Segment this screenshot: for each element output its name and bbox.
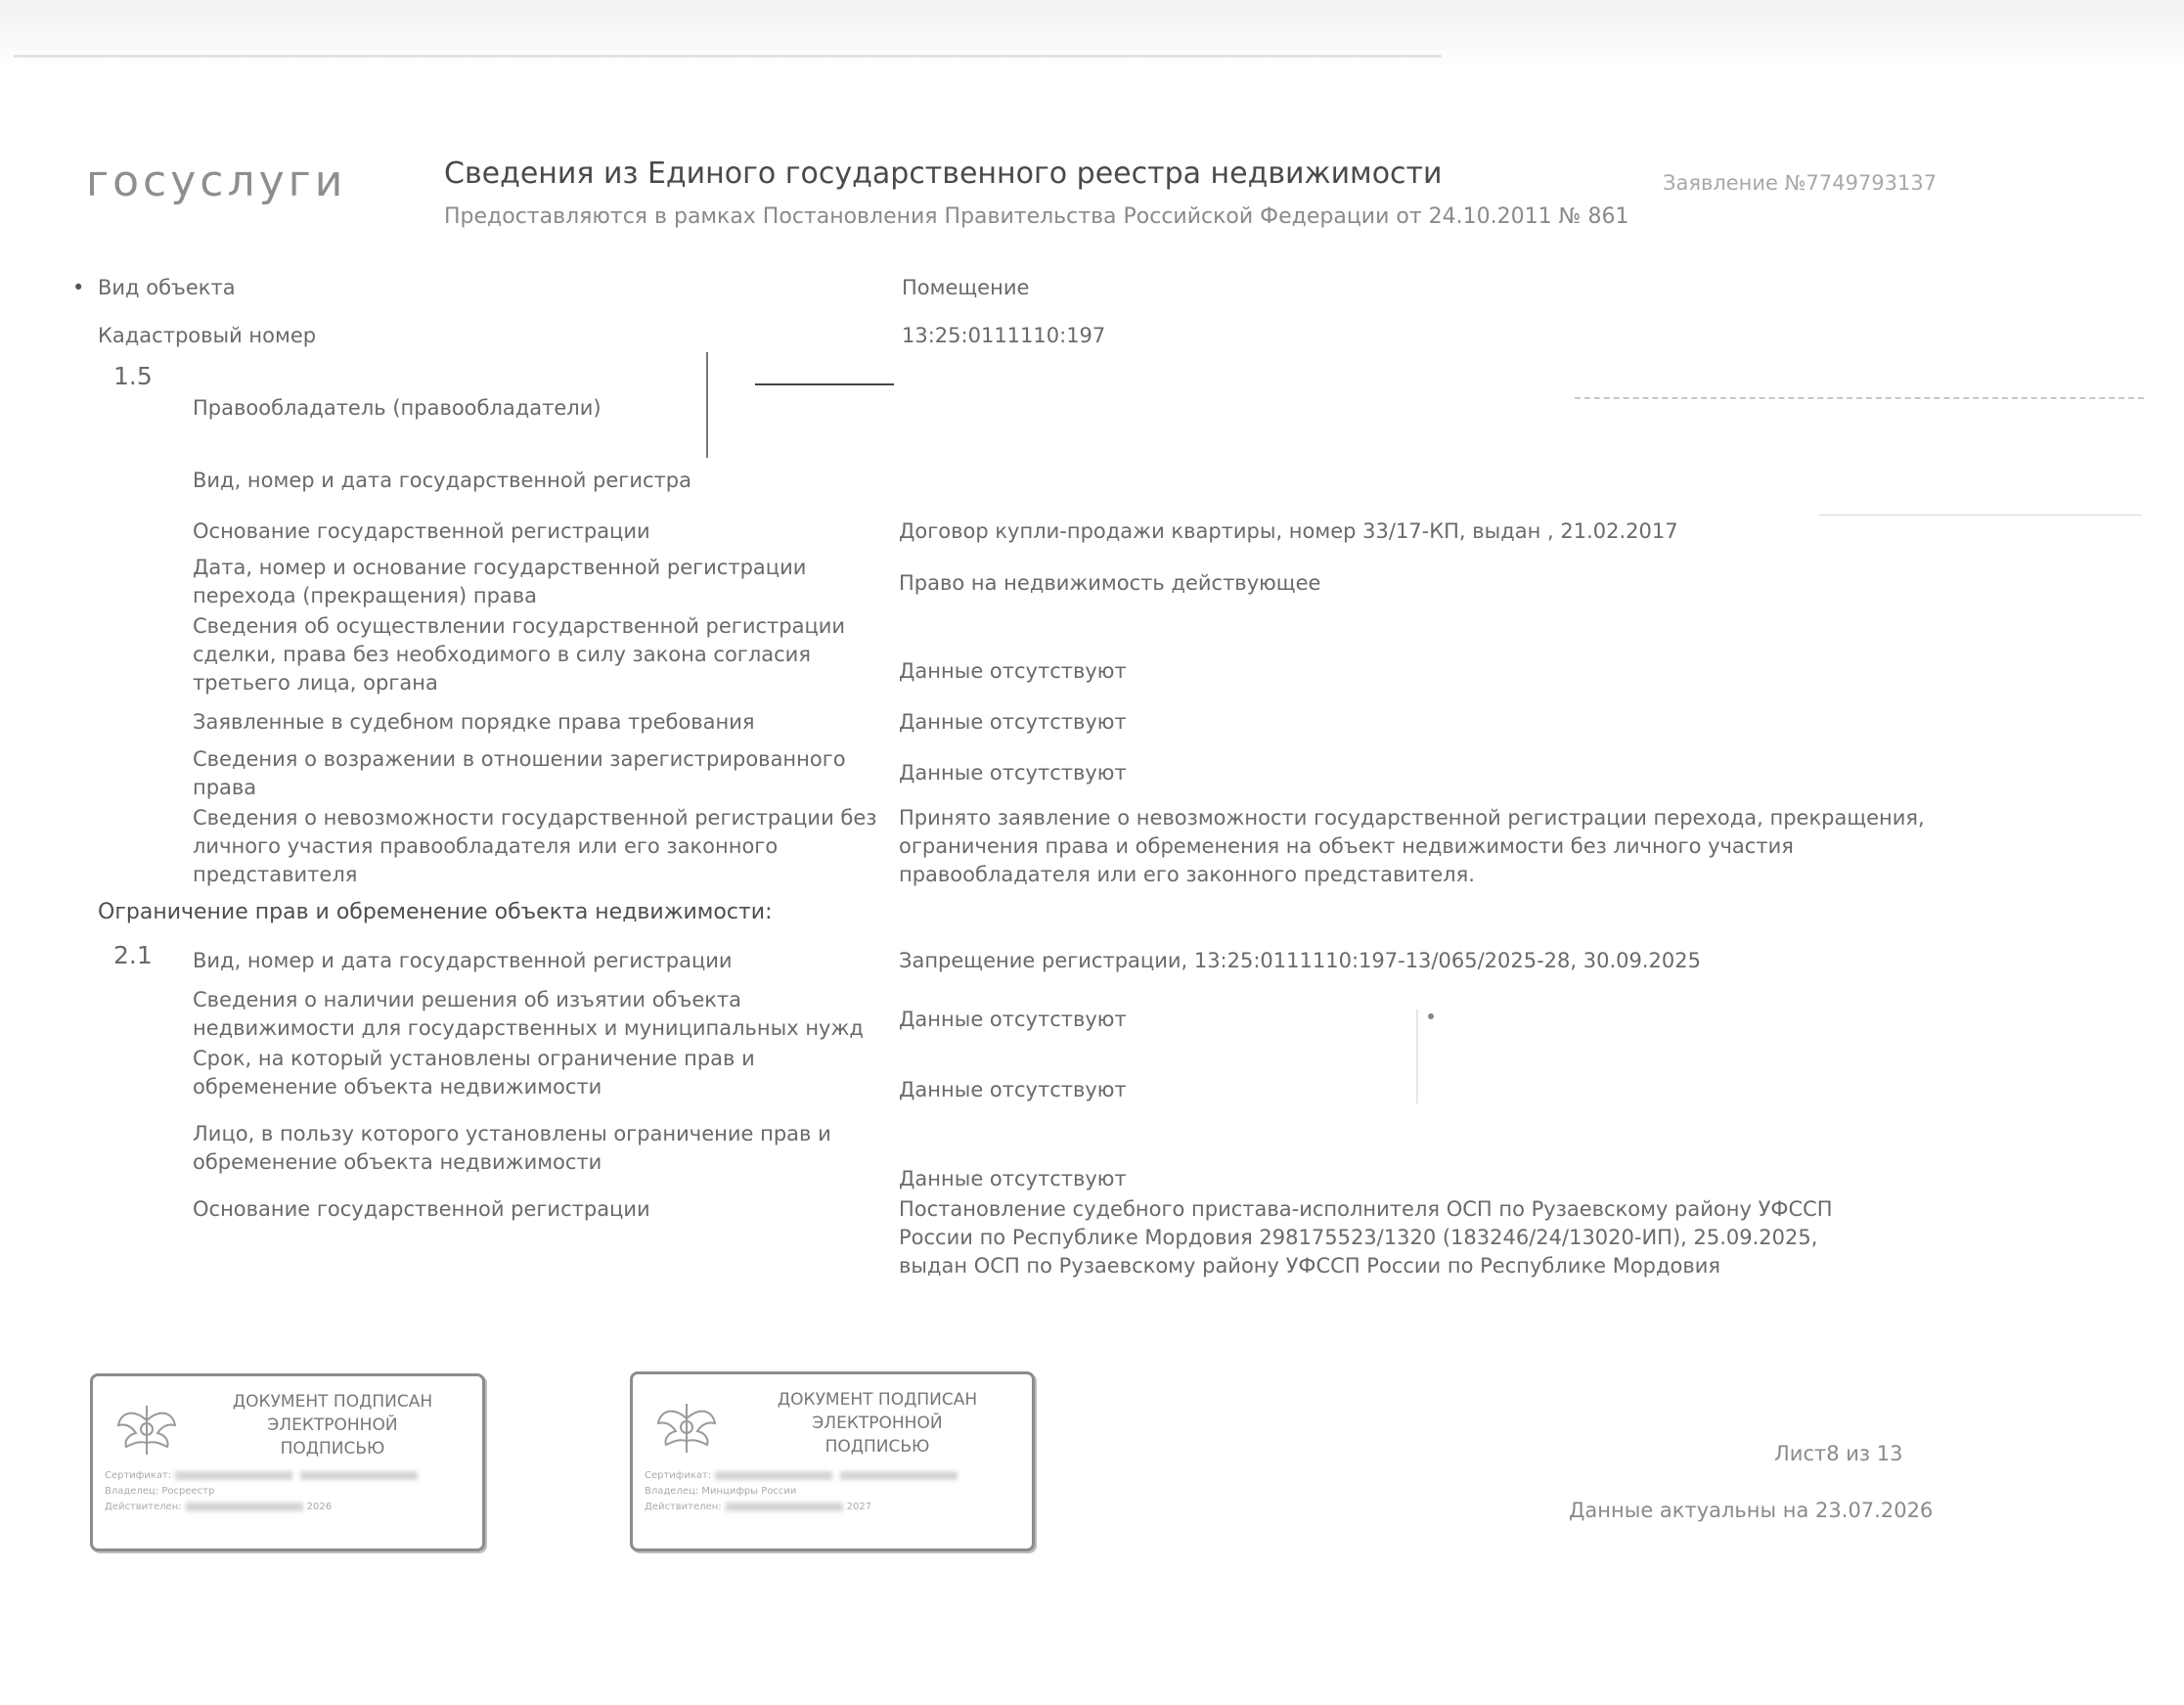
- rights-row-label: [193, 612, 845, 697]
- data-actual-date: Данные актуальны на 23.07.2026: [1569, 1499, 1934, 1522]
- label-line: третьего лица, органа: [193, 671, 438, 695]
- registration-label: Вид, номер и дата государственной регистра: [193, 469, 691, 492]
- restriction-row-label: [193, 1045, 755, 1101]
- object-type-value: Помещение: [902, 276, 1030, 299]
- value-line: Право на недвижимость действующее: [899, 571, 1321, 595]
- value-line: ограничения права и обременения на объект недвижимости без личного участия: [899, 834, 1794, 858]
- redacted-text-trace: [1575, 397, 2144, 399]
- rights-row-value: [899, 804, 1925, 889]
- rights-row-label: [193, 708, 755, 737]
- stamp-1-cert: Сертификат:: [105, 1470, 422, 1481]
- stamp-2-owner: Владелец: Минцифры России: [645, 1486, 797, 1497]
- restriction-row-label: [193, 1195, 650, 1224]
- section-number-restrictions: 2.1: [113, 941, 153, 969]
- value-line: Постановление судебного пристава-исполнителя ОСП по Рузаевскому району УФССП: [899, 1197, 1833, 1221]
- restriction-row-value: [899, 1006, 1127, 1034]
- rights-row-label: [193, 804, 876, 889]
- scan-shadow: [0, 0, 2184, 68]
- application-number: Заявление №7749793137: [1663, 171, 1938, 195]
- page-counter: Лист8 из 13: [1774, 1442, 1903, 1465]
- scan-line: [14, 55, 1442, 58]
- rights-row-value: [899, 657, 1127, 686]
- value-line: Данные отсутствуют: [899, 710, 1127, 734]
- eagle-emblem-icon: [652, 1394, 721, 1462]
- restriction-row-label: [193, 986, 864, 1043]
- rights-row-label: [193, 517, 650, 546]
- redaction-area: [706, 352, 2184, 504]
- label-line: Лицо, в пользу которого установлены ограничение прав и: [193, 1122, 831, 1145]
- label-line: Заявленные в судебном порядке права требования: [193, 710, 755, 734]
- value-line: выдан ОСП по Рузаевскому району УФССП России по Республике Мордовия: [899, 1254, 1721, 1278]
- label-line: Сведения о возражении в отношении зарегистрированного: [193, 747, 846, 771]
- scan-mark: [1416, 1010, 1418, 1103]
- value-line: Принято заявление о невозможности государственной регистрации перехода, прекращения,: [899, 806, 1925, 830]
- gosuslugi-logo: госуслуги: [86, 157, 347, 206]
- label-line: Сведения об осуществлении государственной регистрации: [193, 614, 846, 638]
- label-line: Дата, номер и основание государственной регистрации: [193, 556, 807, 579]
- stamp-1-owner: Владелец: Росреестр: [105, 1486, 215, 1497]
- redaction-edge: [706, 352, 708, 458]
- label-line: обременение объекта недвижимости: [193, 1150, 602, 1174]
- value-line: Данные отсутствуют: [899, 761, 1127, 785]
- redaction-stroke: [755, 383, 894, 385]
- label-line: Срок, на который установлены ограничение прав и: [193, 1047, 755, 1070]
- restriction-row-label: [193, 1120, 831, 1177]
- stamp-2-valid: Действителен: 2027: [645, 1502, 872, 1512]
- rights-row-value: [899, 759, 1127, 787]
- value-line: Данные отсутствуют: [899, 1078, 1127, 1101]
- signature-stamp-1: [90, 1373, 485, 1551]
- document-title: Сведения из Единого государственного реестра недвижимости: [444, 157, 1443, 191]
- restriction-row-value: [899, 1165, 1127, 1193]
- holder-label: Правообладатель (правообладатели): [193, 396, 602, 420]
- stamp-2-cert: Сертификат:: [645, 1470, 961, 1481]
- label-line: Основание государственной регистрации: [193, 519, 650, 543]
- label-line: Основание государственной регистрации: [193, 1197, 650, 1221]
- cadastral-value: 13:25:0111110:197: [902, 324, 1106, 347]
- label-line: Вид, номер и дата государственной регистрации: [193, 949, 733, 972]
- label-line: сделки, права без необходимого в силу закона согласия: [193, 643, 811, 666]
- label-line: личного участия правообладателя или его законного: [193, 834, 779, 858]
- value-line: Данные отсутствуют: [899, 1167, 1127, 1190]
- label-line: недвижимости для государственных и муниципальных нужд: [193, 1016, 864, 1040]
- value-line: Данные отсутствуют: [899, 659, 1127, 683]
- value-line: России по Республике Мордовия 298175523/1320 (183246/24/13020-ИП), 25.09.2025,: [899, 1226, 1818, 1249]
- object-type-label: Вид объекта: [98, 276, 236, 299]
- value-line: Данные отсутствуют: [899, 1008, 1127, 1031]
- label-line: обременение объекта недвижимости: [193, 1075, 602, 1099]
- value-line: правообладателя или его законного представителя.: [899, 863, 1475, 886]
- rights-row-label: [193, 554, 806, 610]
- section-number-rights: 1.5: [113, 362, 153, 390]
- stamp-2-title: ДОКУМЕНТ ПОДПИСАН ЭЛЕКТРОННОЙ ПОДПИСЬЮ: [777, 1390, 978, 1457]
- restriction-row-value: [899, 1076, 1127, 1104]
- value-line: Запрещение регистрации, 13:25:0111110:197-13/065/2025-28, 30.09.2025: [899, 949, 1701, 972]
- signature-stamp-2: [630, 1371, 1035, 1551]
- row-divider: [1819, 515, 2142, 516]
- restriction-row-value: [899, 1195, 1833, 1280]
- document-subtitle: Предоставляются в рамках Постановления Правительства Российской Федерации от 24.10.2011 № 861: [444, 204, 1629, 229]
- restriction-row-label: [193, 947, 733, 975]
- rights-row-value: [899, 569, 1320, 598]
- value-line: Договор купли-продажи квартиры, номер 33/17-КП, выдан , 21.02.2017: [899, 519, 1678, 543]
- stamp-1-title: ДОКУМЕНТ ПОДПИСАН ЭЛЕКТРОННОЙ ПОДПИСЬЮ: [232, 1392, 433, 1458]
- scan-dot: [1428, 1013, 1434, 1019]
- rights-row-value: [899, 708, 1127, 737]
- restrictions-heading: Ограничение прав и обременение объекта недвижимости:: [98, 900, 773, 924]
- label-line: перехода (прекращения) права: [193, 584, 538, 607]
- label-line: Сведения о невозможности государственной регистрации без: [193, 806, 877, 830]
- cadastral-label: Кадастровый номер: [98, 324, 317, 347]
- rights-row-label: [193, 745, 846, 802]
- rights-row-value: [899, 517, 1678, 546]
- label-line: представителя: [193, 863, 358, 886]
- label-line: Сведения о наличии решения об изъятии объекта: [193, 988, 742, 1011]
- bullet-mark: •: [72, 276, 85, 299]
- label-line: права: [193, 776, 257, 799]
- stamp-1-valid: Действителен: 2026: [105, 1502, 333, 1512]
- eagle-emblem-icon: [112, 1396, 181, 1464]
- restriction-row-value: [899, 947, 1701, 975]
